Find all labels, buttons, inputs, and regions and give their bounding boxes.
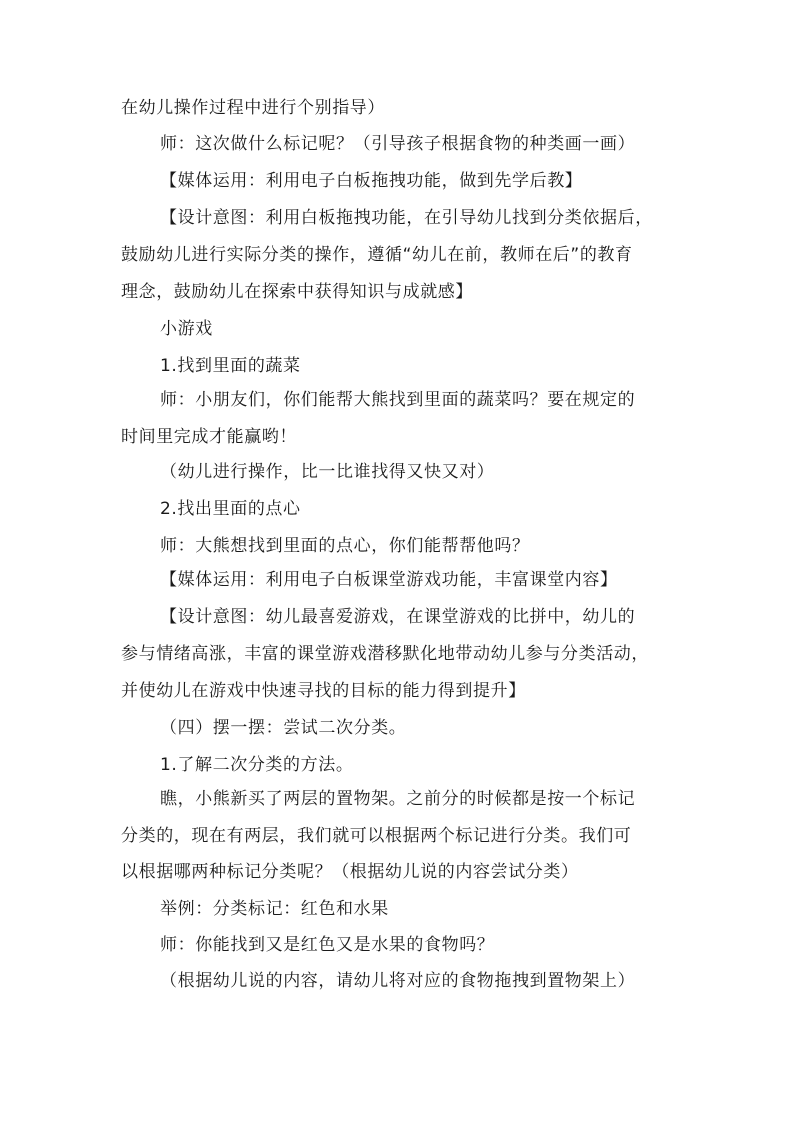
text-line: （根据幼儿说的内容，请幼儿将对应的食物拖拽到置物架上） bbox=[160, 971, 636, 991]
text-line: 师：大熊想找到里面的点心，你们能帮帮他吗？ bbox=[160, 536, 530, 556]
text-line: 师：你能找到又是红色又是水果的食物吗？ bbox=[160, 935, 495, 955]
text-line: 【媒体运用：利用电子白板课堂游戏功能，丰富课堂内容】 bbox=[160, 570, 618, 590]
text-line: 师：这次做什么标记呢？（引导孩子根据食物的种类画一画） bbox=[160, 134, 636, 154]
subsection-heading: 1.了解二次分类的方法。 bbox=[160, 755, 354, 775]
text-line: 分类的，现在有两层，我们就可以根据两个标记进行分类。我们可 bbox=[121, 826, 632, 846]
text-line: 以根据哪两种标记分类呢？（根据幼儿说的内容尝试分类） bbox=[121, 862, 579, 882]
text-line: （幼儿进行操作，比一比谁找得又快又对） bbox=[160, 462, 495, 482]
text-line: 理念，鼓励幼儿在探索中获得知识与成就感】 bbox=[121, 282, 473, 302]
text-line: 时间里完成才能赢哟！ bbox=[121, 427, 297, 447]
text-line: 【设计意图：利用白板拖拽功能，在引导幼儿找到分类依据后， bbox=[160, 208, 653, 228]
text-line: 举例：分类标记：红色和水果 bbox=[160, 899, 389, 919]
section-heading: 小游戏 bbox=[160, 319, 213, 339]
section-heading: （四）摆一摆：尝试二次分类。 bbox=[160, 718, 407, 738]
subsection-heading: 2.找出里面的点心 bbox=[160, 499, 301, 519]
text-line: 在幼儿操作过程中进行个别指导） bbox=[121, 98, 385, 118]
text-line: 【媒体运用：利用电子白板拖拽功能，做到先学后教】 bbox=[160, 171, 583, 191]
text-line: 【设计意图：幼儿最喜爱游戏，在课堂游戏的比拼中，幼儿的 bbox=[160, 607, 636, 627]
text-line: 并使幼儿在游戏中快速寻找的目标的能力得到提升】 bbox=[121, 681, 526, 701]
text-line: 参与情绪高涨，丰富的课堂游戏潜移默化地带动幼儿参与分类活动， bbox=[121, 644, 649, 664]
text-line: 师：小朋友们，你们能帮大熊找到里面的蔬菜吗？要在规定的 bbox=[160, 390, 636, 410]
text-line: 鼓励幼儿进行实际分类的操作，遵循“幼儿在前，教师在后”的教育 bbox=[121, 245, 633, 265]
subsection-heading: 1.找到里面的蔬菜 bbox=[160, 356, 301, 376]
text-line: 瞧，小熊新买了两层的置物架。之前分的时候都是按一个标记 bbox=[160, 789, 636, 809]
